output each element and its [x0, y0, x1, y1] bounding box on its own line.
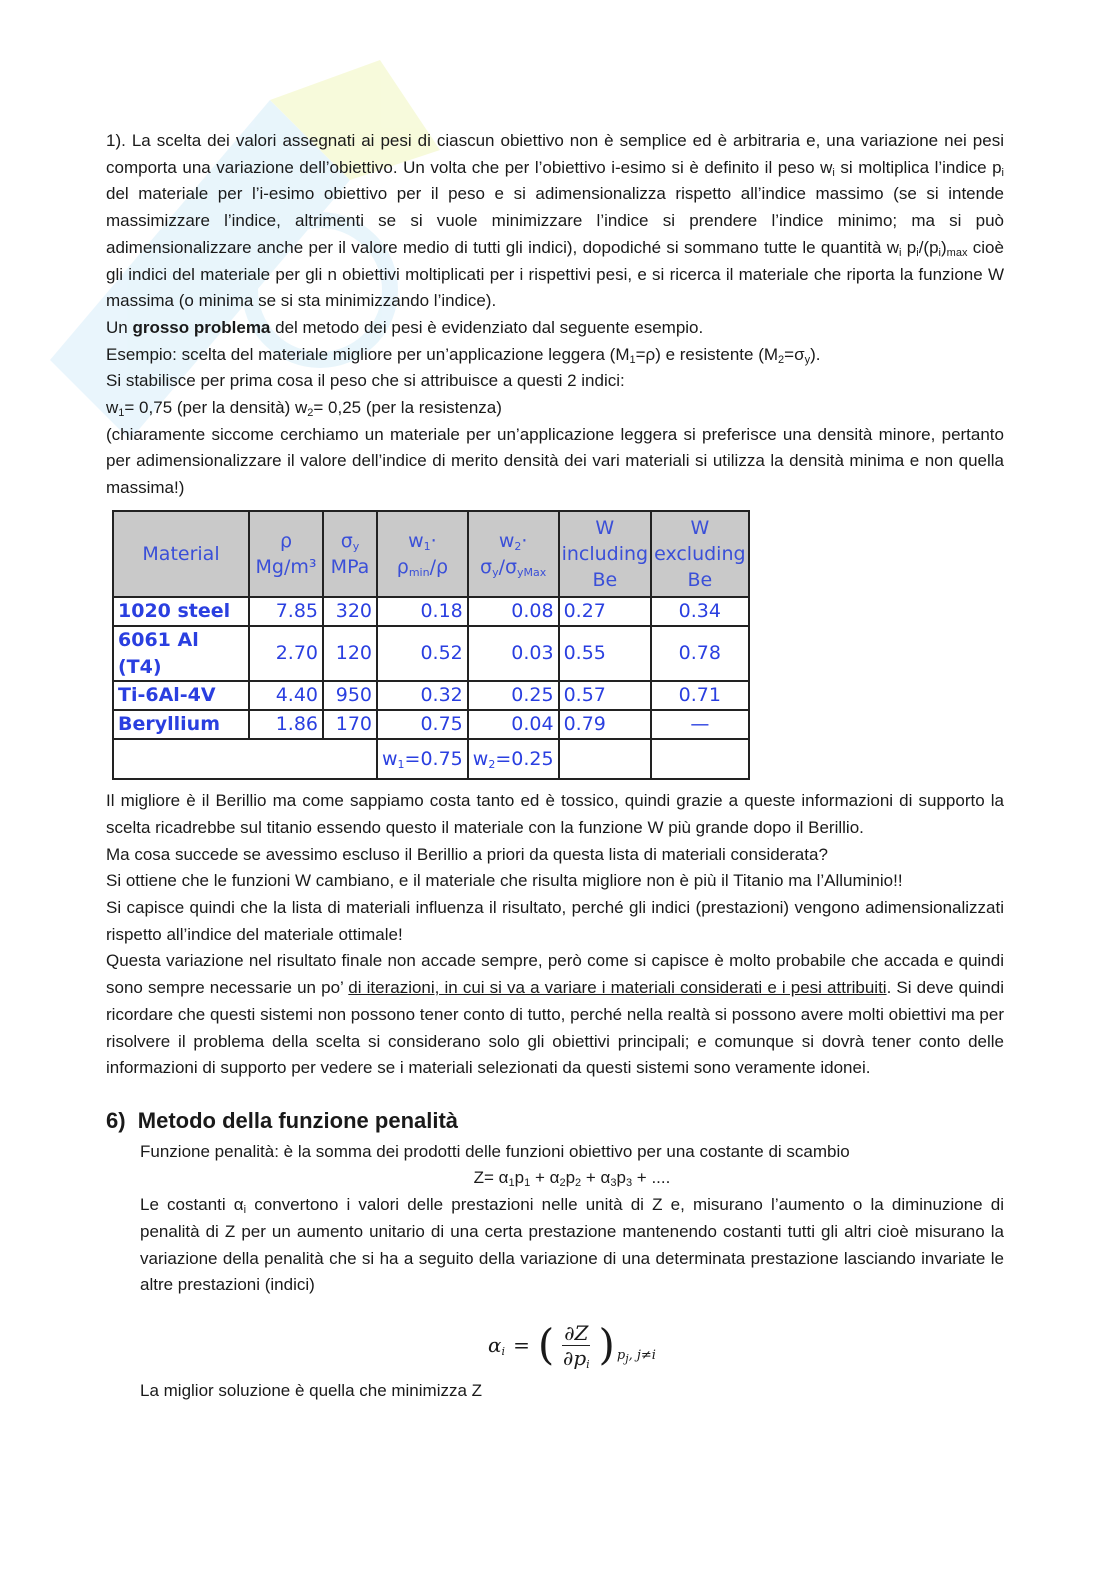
paragraph-after-table-1: Il migliore è il Berillio ma come sappiamo costa tanto ed è tossico, quindi grazie a queste informazioni di supporto la scelta ricadrebbe sul titanio essendo questo il materiale con la funzione W più grande dopo il Berillio. [106, 791, 1004, 837]
cell-material: Ti-6Al-4V [113, 681, 249, 710]
cell-material: Beryllium [113, 710, 249, 739]
cell-empty [113, 739, 377, 779]
paragraph-note: (chiaramente siccome cerchiamo un materiale per un’applicazione leggera si preferisce una densità minore, pertanto per adimensionalizzare il valore dell’indice di merito densità dei vari materiali si utilizza la densità minima e non quella massima!) [106, 424, 1004, 498]
paragraph-after-table-3: Si ottiene che le funzioni W cambiano, e il materiale che risulta migliore non è più il Titanio ma l’Alluminio!! [106, 871, 903, 891]
cell-w1: 0.32 [377, 681, 468, 710]
cell-w-excluding: — [651, 710, 748, 739]
cell-strength: 320 [323, 597, 377, 626]
cell-strength: 170 [323, 710, 377, 739]
cell-empty [651, 739, 748, 779]
cell-strength: 120 [323, 626, 377, 681]
section-heading: 6) Metodo della funzione penalità [106, 1107, 459, 1133]
header-material: Material [113, 511, 249, 597]
cell-w-excluding: 0.71 [651, 681, 748, 710]
document-body [106, 128, 1004, 1405]
formula-alpha: $\alpha_i$ = ( ∂Z $\partial p_i$ ) $p_j$, j≠i [488, 1320, 656, 1371]
cell-empty [559, 739, 652, 779]
cell-density: 4.40 [249, 681, 323, 710]
materials-table [112, 510, 750, 780]
cell-density: 2.70 [249, 626, 323, 681]
cell-w2: 0.25 [468, 681, 559, 710]
cell-material: 1020 steel [113, 597, 249, 626]
paragraph-after-table-5: Questa variazione nel risultato finale non accade sempre, però come si capisce è molto probabile che accada e quindi sono sempre necessarie un po’ di iterazioni, in cui si va a variare i materiali considerati e i pesi attribuiti. Si deve quindi ricordare che questi sistemi non possono tener conto di tutto, perché nella realtà si possono avere molti obiettivi ma per risolvere il problema della scelta si considerano solo gli obiettivi principali; e comunque si dovrà tener conto delle informazioni di supporto per vedere se i materiali selezionati da questi sistemi sono veramente idonei. [106, 951, 1004, 1078]
header-density: ρ Mg/m³ [249, 511, 323, 597]
cell-w2: 0.04 [468, 710, 559, 739]
cell-w1: 0.18 [377, 597, 468, 626]
cell-w2-weight: $w_2=0.25$ [468, 739, 559, 779]
table-row [113, 597, 749, 626]
table-row [113, 626, 749, 681]
header-w-including: W including Be [559, 511, 652, 597]
table-header-row [113, 511, 749, 597]
table-footer-row [113, 739, 749, 779]
paragraph-after-table-4: Si capisce quindi che la lista di materiali influenza il risultato, perché gli indici (prestazioni) vengono adimensionalizzati rispetto all’indice del materiale ottimale! [106, 898, 1004, 944]
cell-w-excluding: 0.34 [651, 597, 748, 626]
header-strength: $\sigma_y$ MPa [323, 511, 377, 597]
paragraph-penalty-definition: Funzione penalità: è la somma dei prodotti delle funzioni obiettivo per una costante di scambio [140, 1141, 850, 1161]
paragraph-weights-method: 1). La scelta dei valori assegnati ai pesi di ciascun obiettivo non è semplice ed è arbitraria e, una variazione nei pesi comporta una variazione dell’obiettivo. Un volta che per l’obiettivo i-esimo si è definito il peso $w_i$ si moltiplica l’indice $p_i$ del materiale per l’i-esimo obiettivo per il peso e si adimensionalizza rispetto all’indice massimo (se si intende massimizzare l’indice, altrimenti se si vuole minimizzare l’indice si prendere l’indice minimo; ma si può adimensionalizzare anche per il valore medio di tutti gli indici), dopodiché si sommano tutte le quantità $w_i$ $p_i/(p_i)_{max}$ cioè gli indici del materiale per gli n obiettivi moltiplicati per i rispettivi pesi, e si ricerca il materiale che riporta la funzione W massima (o minima se si sta minimizzando l’indice). [106, 131, 1004, 311]
cell-w-including: 0.57 [559, 681, 652, 710]
paragraph-penalty-constants: Le costanti $\alpha_i$ convertono i valori delle prestazioni nelle unità di Z e, misurano l’aumento o la diminuzione di penalità di Z per un aumento unitario di una certa prestazione mantenendo costanti tutti gli altri cioè misurano la variazione della penalità che si ha a seguito della variazione di una determinata prestazione lasciando invariate le altre prestazioni (indici) [140, 1195, 1004, 1295]
cell-w2: 0.03 [468, 626, 559, 681]
paragraph-weights-intro: Si stabilisce per prima cosa il peso che si attribuisce a questi 2 indici: [106, 371, 625, 391]
cell-w-including: 0.79 [559, 710, 652, 739]
cell-w-including: 0.27 [559, 597, 652, 626]
section-body [106, 1139, 1004, 1405]
cell-w-including: 0.55 [559, 626, 652, 681]
header-w1: $w_1\cdot$ $\rho_{min}/\rho$ [377, 511, 468, 597]
paragraph-after-table-2: Ma cosa succede se avessimo escluso il Berillio a priori da questa lista di materiali considerata? [106, 844, 828, 864]
cell-strength: 950 [323, 681, 377, 710]
table-row [113, 710, 749, 739]
header-w2: $w_2\cdot$ $\sigma_y/\sigma_{yMax}$ [468, 511, 559, 597]
cell-w1-weight: $w_1=0.75$ [377, 739, 468, 779]
table-row [113, 681, 749, 710]
cell-density: 1.86 [249, 710, 323, 739]
header-w-excluding: W excluding Be [651, 511, 748, 597]
cell-w1: 0.75 [377, 710, 468, 739]
paragraph-weights: $w_1= 0,75$ (per la densità) $w_2= 0,25$ (per la resistenza) [106, 398, 502, 420]
cell-w-excluding: 0.78 [651, 626, 748, 681]
paragraph-problem: Un grosso problema del metodo dei pesi è evidenziato dal seguente esempio. [106, 317, 704, 337]
cell-w2: 0.08 [468, 597, 559, 626]
paragraph-example: Esempio: scelta del materiale migliore per un’applicazione leggera $(M_1=\rho)$ e resistente $(M_2=\sigma_y)$. [106, 344, 821, 366]
cell-density: 7.85 [249, 597, 323, 626]
formula-z: $Z= \alpha_1p_1 + \alpha_2p_2 + \alpha_3p_3$ + .... [473, 1168, 671, 1190]
cell-w1: 0.52 [377, 626, 468, 681]
paragraph-conclusion: La miglior soluzione è quella che minimizza Z [140, 1380, 483, 1400]
cell-material: 6061 Al (T4) [113, 626, 249, 681]
